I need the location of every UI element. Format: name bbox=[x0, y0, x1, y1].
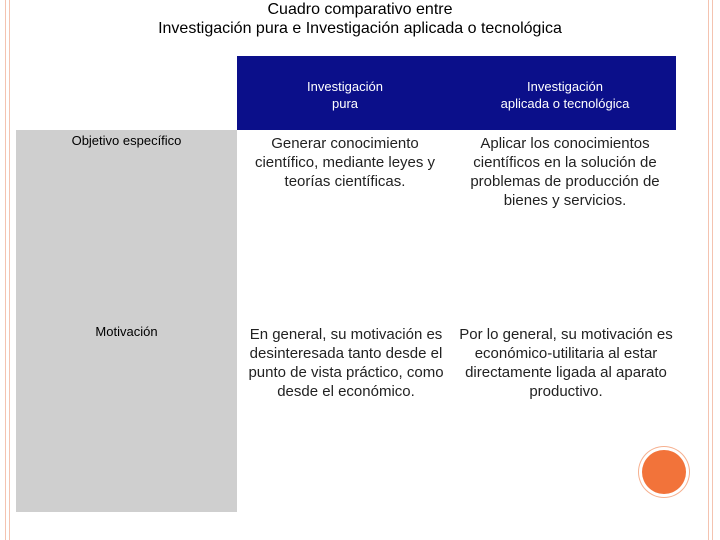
cell-motivation-applied: Por lo general, su motivación es económico-utilitaria al estar directamente ligada al aparato productivo. bbox=[459, 326, 673, 400]
slide-title-line-2: Investigación pura e Investigación aplicada o tecnológica bbox=[158, 20, 562, 37]
slide-title bbox=[60, 0, 660, 38]
frame-line-left-outer bbox=[5, 0, 6, 540]
column-header-pure-line-1: Investigación bbox=[307, 79, 383, 94]
row-label-motivation: Motivación bbox=[95, 324, 158, 339]
row-label-objective: Objetivo específico bbox=[71, 133, 182, 148]
cell-objective-applied: Aplicar los conocimientos científicos en la solución de problemas de producción de bienes y servicios. bbox=[470, 135, 660, 209]
frame-line-right-outer bbox=[712, 0, 713, 540]
cell-objective-pure: Generar conocimiento científico, mediante leyes y teorías científicas. bbox=[254, 135, 436, 190]
decorative-orange-circle bbox=[642, 450, 686, 494]
column-header-applied-line-1: Investigación bbox=[527, 79, 603, 94]
column-header-applied-line-2: aplicada o tecnológica bbox=[500, 96, 630, 111]
column-header-applied bbox=[470, 78, 660, 112]
cell-motivation-pure: En general, su motivación es desinteresada tanto desde el punto de vista práctico, como desde el económico. bbox=[248, 326, 444, 400]
slide-title-line-1: Cuadro comparativo entre bbox=[267, 1, 453, 18]
column-header-pure bbox=[260, 78, 430, 112]
column-header-pure-line-2: pura bbox=[331, 96, 359, 111]
row-label-column bbox=[16, 130, 237, 512]
frame-line-left-inner bbox=[9, 0, 10, 540]
frame-line-right-inner bbox=[708, 0, 709, 540]
